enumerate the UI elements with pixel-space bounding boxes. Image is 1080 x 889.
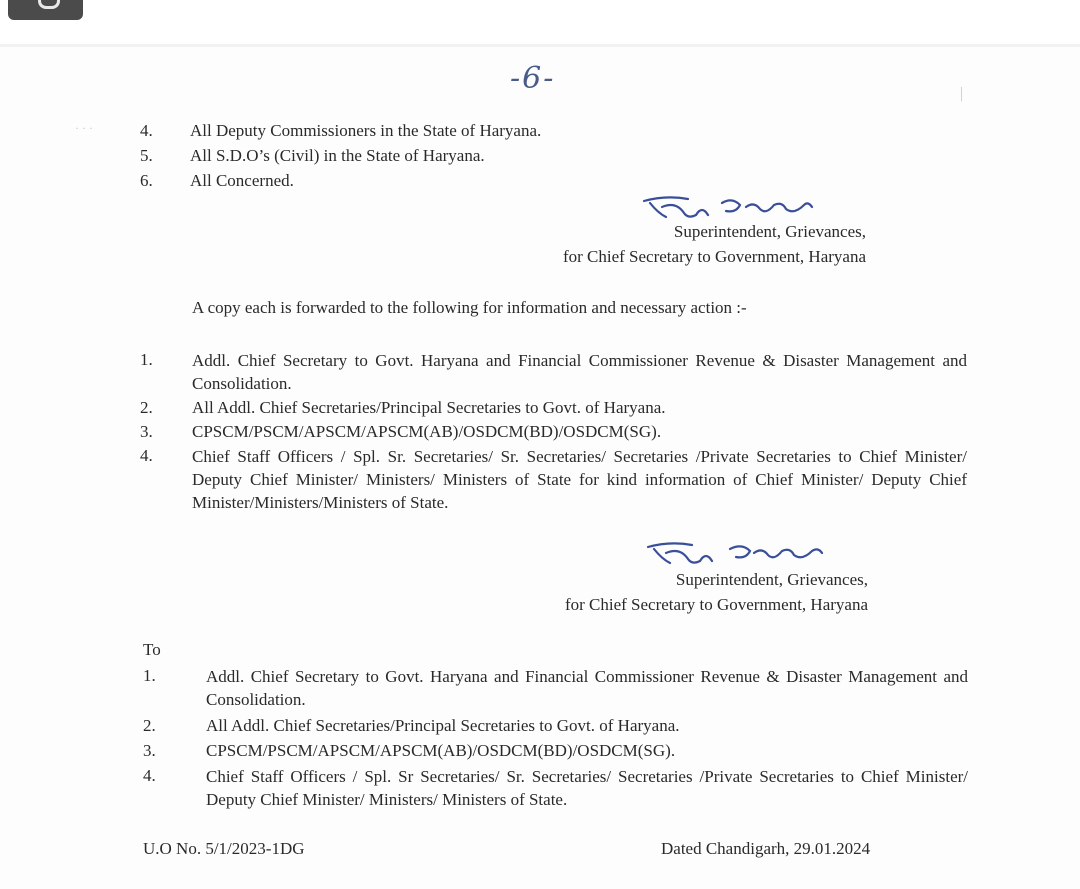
list-item-text: Addl. Chief Secretary to Govt. Haryana and Financial Commissioner Revenue & Disaster Management and Consolidation. (206, 667, 968, 709)
signatory-title: Superintendent, Grievances, (673, 222, 866, 241)
scan-speck: | (960, 85, 964, 102)
list-item-number: 6. (140, 171, 153, 190)
list-item-number: 1. (140, 350, 153, 369)
list-item-number: 2. (143, 716, 156, 735)
list-item-text: All S.D.O’s (Civil) in the State of Haryana. (190, 146, 485, 165)
signatory-block (565, 567, 868, 617)
list-item-number: 4. (143, 766, 156, 785)
list-item-text: All Addl. Chief Secretaries/Principal Secretaries to Govt. of Haryana. (206, 716, 680, 735)
list-item-number: 4. (140, 121, 153, 140)
list-item-number: 3. (140, 422, 153, 441)
list-item-text: All Concerned. (190, 171, 294, 190)
copy-forward-intro: A copy each is forwarded to the following for information and necessary action :- (192, 298, 747, 317)
uo-number: U.O No. 5/1/2023-1DG (143, 839, 305, 858)
list-item-text: CPSCM/PSCM/APSCM/APSCM(AB)/OSDCM(BD)/OSDCM(SG). (192, 422, 662, 441)
list-item-text: Addl. Chief Secretary to Govt. Haryana and Financial Commissioner Revenue & Disaster Management and Consolidation. (192, 351, 967, 393)
signatory-for-line: for Chief Secretary to Government, Haryana (564, 595, 868, 614)
signatory-for-line: for Chief Secretary to Government, Haryana (562, 247, 866, 266)
dated-line: Dated Chandigarh, 29.01.2024 (661, 839, 871, 858)
list-item-text: Chief Staff Officers / Spl. Sr Secretaries/ Sr. Secretaries/ Secretaries /Private Secretaries to Chief Minister/ Deputy Chief Minister/ Ministers/ Ministers of State. (206, 767, 968, 809)
list-item-number: 5. (140, 146, 153, 165)
list-item-number: 3. (143, 741, 156, 760)
signatory-title: Superintendent, Grievances, (675, 570, 868, 589)
back-icon (38, 0, 60, 9)
page-number: -6- (510, 61, 556, 96)
back-button[interactable] (8, 0, 83, 20)
scan-speck: · · · (75, 121, 93, 135)
list-item-text: All Deputy Commissioners in the State of Haryana. (190, 121, 542, 140)
signatory-block (563, 219, 866, 269)
list-item-number: 1. (143, 666, 156, 685)
list-item-text: Chief Staff Officers / Spl. Sr. Secretaries/ Sr. Secretaries/ Secretaries /Private Secretaries to Chief Minister/ Deputy Chief Minister/ Ministers/ Ministers of State for kind information of Chief Minister/ Deputy Chief Minister/Ministers/Ministers of State. (192, 447, 967, 512)
list-item-text: CPSCM/PSCM/APSCM/APSCM(AB)/OSDCM(BD)/OSDCM(SG). (206, 741, 676, 760)
list-item-number: 4. (140, 446, 153, 465)
list-item-number: 2. (140, 398, 153, 417)
list-item-text: All Addl. Chief Secretaries/Principal Secretaries to Govt. of Haryana. (192, 398, 666, 417)
viewer-top-bar (0, 0, 1080, 44)
to-label: To (143, 640, 161, 659)
document-page (0, 47, 1080, 889)
